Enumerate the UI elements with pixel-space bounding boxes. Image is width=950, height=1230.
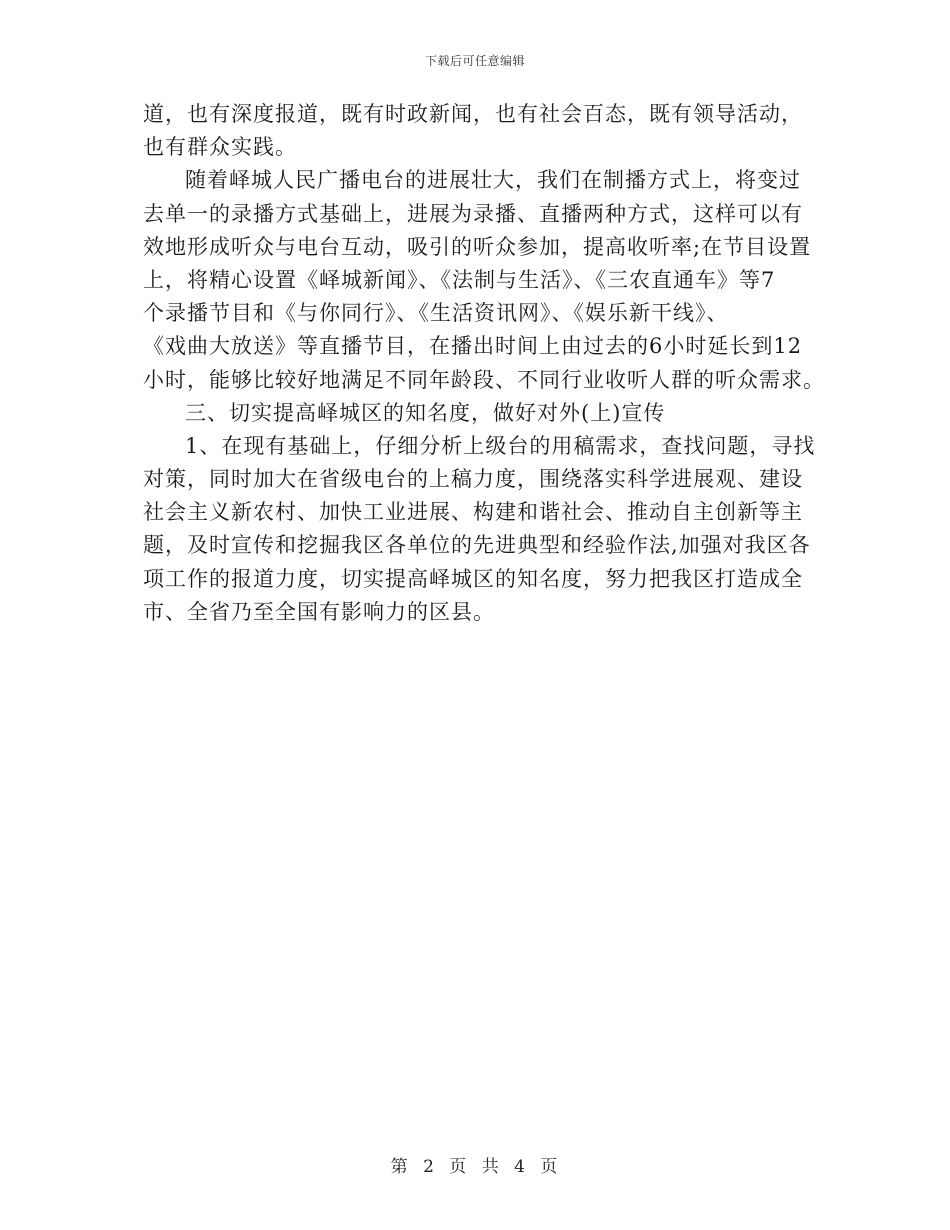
text-line: 项工作的报道力度，切实提高峄城区的知名度，努力把我区打造成全 — [143, 566, 803, 591]
text-line: 题，及时宣传和挖掘我区各单位的先进典型和经验作法,加强对我区各 — [143, 533, 811, 558]
text-line: 去单一的录播方式基础上，进展为录播、直播两种方式，这样可以有 — [143, 201, 803, 226]
page-number: 第 2 页 共 4 页 — [390, 1157, 560, 1177]
text-line: 道，也有深度报道，既有时政新闻，也有社会百态，既有领导活动， — [143, 102, 803, 126]
text-line: 《戏曲大放送》等直播节目，在播出时间上由过去的6小时延长到12 — [143, 334, 803, 359]
body-text — [143, 98, 823, 629]
text-line: 上，将精心设置《峄城新闻》、《法制与生活》、《三农直通车》等7 — [143, 267, 776, 292]
text-line: 对策，同时加大在省级电台的上稿力度，围绕落实科学进展观、建设 — [143, 467, 803, 492]
text-line: 市、全省乃至全国有影响力的区县。 — [143, 599, 495, 624]
page-header-note: 下载后可任意编辑 — [424, 54, 525, 68]
text-line: 小时，能够比较好地满足不同年龄段、不同行业收听人群的听众需求。 — [143, 367, 825, 392]
text-line: 个录播节目和《与你同行》、《生活资讯网》、《娱乐新干线》、 — [143, 301, 729, 326]
text-line: 效地形成听众与电台互动，吸引的听众参加，提高收听率;在节目设置 — [143, 234, 812, 259]
text-line: 1、在现有基础上，仔细分析上级台的用稿需求，查找问题，寻找 — [185, 433, 816, 458]
text-line: 随着峄城人民广播电台的进展壮大，我们在制播方式上，将变过 — [185, 168, 801, 193]
text-line: 也有群众实践。 — [143, 135, 297, 160]
section-heading: 三、切实提高峄城区的知名度，做好对外(上)宣传 — [185, 400, 666, 425]
text-line: 社会主义新农村、加快工业进展、构建和谐社会、推动自主创新等主 — [143, 500, 803, 525]
